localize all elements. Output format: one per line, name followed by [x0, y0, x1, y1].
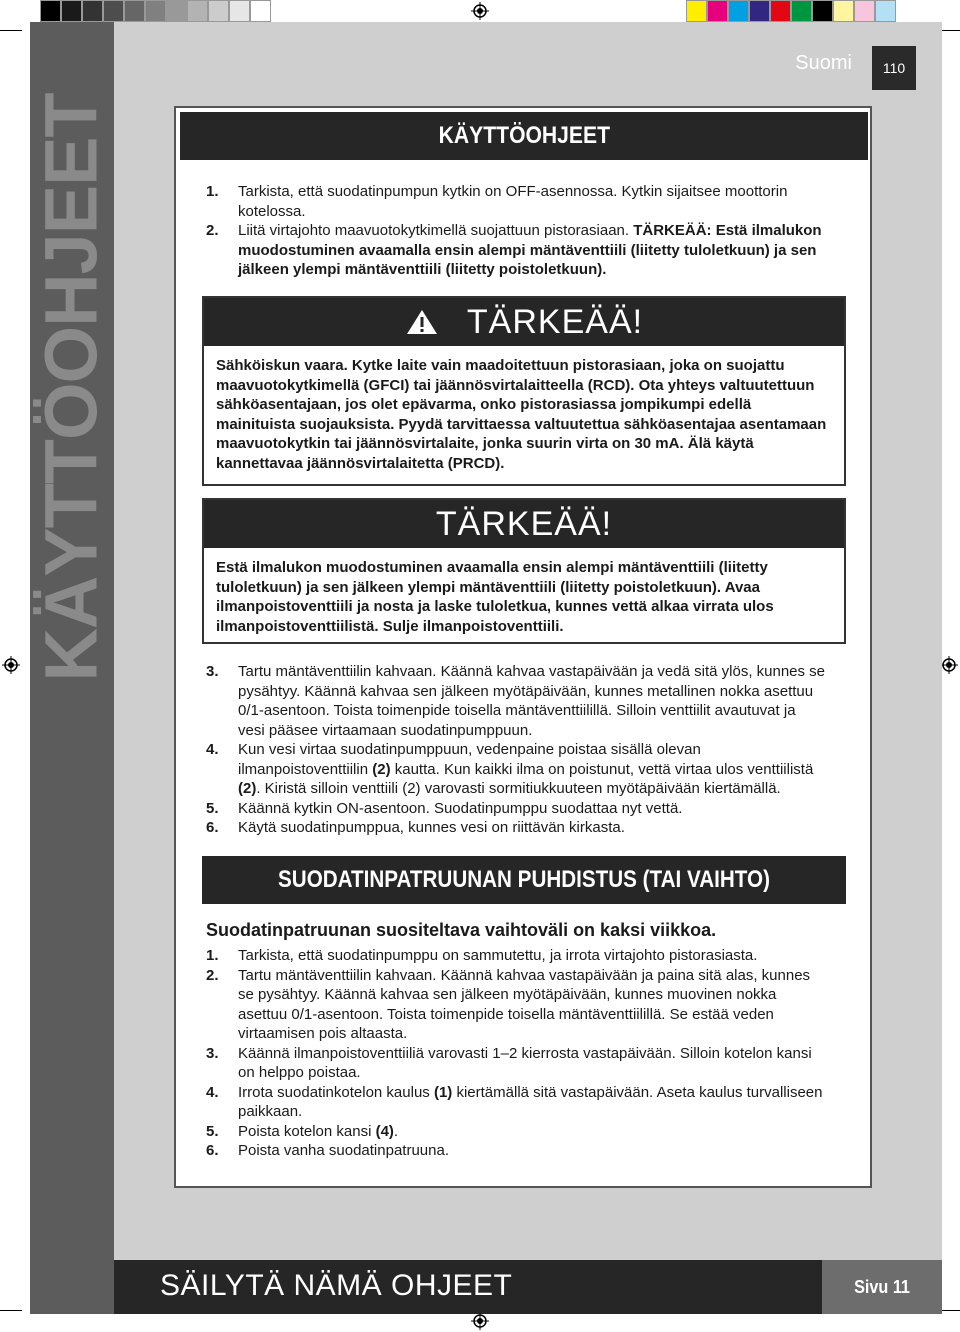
warning-text: Estä ilmalukon muodostuminen avaamalla ensin alempi mäntäventtiili (liitetty tuloletkuun) ja sen jälkeen ylempi mäntäventtiili (liitetty poistoletkuun). Avaa ilmanpoistoventtiili ja nosta ja laske tuloletkua, kunnes vettä alkaa virrata ulos ilmanpoistoventtiilistä. Sulje ilmanpoistoventtiili. [216, 559, 774, 635]
registration-mark-icon [940, 656, 958, 674]
warning-box-airlock [202, 498, 846, 644]
list-item: 2. Tartu mäntäventtiilin kahvaan. Käännä kahvaa vastapäivään ja paina sitä alas, kunnes se pysähtyy. Käännä kahvaa sen jälkeen myötäpäivään, kunnes muovinen nokka asettuu 0/1-asentoon. Toista toimenpide toisella mäntäventtiilillä. Se estää veden virtaamisen pois altaasta. [206, 966, 811, 1042]
page-number: 110 [872, 46, 916, 90]
gray-swatch [250, 0, 271, 22]
instructions-card [174, 106, 872, 1188]
list-item: 3. Tartu mäntäventtiilin kahvaan. Käännä kahvaa vastapäivään ja vedä sitä ylös, kunnes se pysähtyy. Käännä kahvaa sen jälkeen myötäpäivään, kunnes metallinen nokka asettuu 0/1-asentoon. Toista toimenpide toisella mäntäventtiilillä. Silloin venttiilit avautuvat ja vesi pääsee virtaamaan suodatinpumppuun. [206, 663, 826, 739]
color-swatch [749, 0, 770, 22]
list-item: 1. Tarkista, että suodatinpumppu on sammutettu, ja irrota virtajohto pistorasiasta. [206, 947, 758, 964]
gray-swatch [145, 0, 166, 22]
gray-swatch [40, 0, 61, 22]
footer-page-number: Sivu 11 [822, 1260, 942, 1314]
color-swatch [812, 0, 833, 22]
language-label: Suomi [795, 52, 852, 74]
card-title: KÄYTTÖOHJEET [180, 112, 868, 160]
list-item: 6. Poista vanha suodatinpatruuna. [206, 1142, 449, 1159]
steps-list-a [206, 182, 826, 280]
color-swatch [770, 0, 791, 22]
list-item: 4. Irrota suodatinkotelon kaulus (1) kiertämällä sitä vastapäivään. Aseta kaulus turvalliseen paikkaan. [206, 1083, 823, 1120]
gray-swatch [124, 0, 145, 22]
crop-mark [0, 1310, 22, 1311]
color-swatch [833, 0, 854, 22]
list-item: 5. Käännä kytkin ON-asentoon. Suodatinpumppu suodattaa nyt vettä. [206, 799, 683, 817]
color-swatch [686, 0, 707, 22]
steps-list-b [206, 662, 826, 838]
side-title: KÄYTTÖOHJEET [29, 92, 113, 682]
registration-mark-icon [2, 656, 20, 674]
gray-swatch [229, 0, 250, 22]
warning-title: TÄRKEÄÄ! [204, 298, 844, 346]
list-item: 3. Käännä ilmanpoistoventtiiliä varovasti 1–2 kierrosta vastapäivään. Silloin kotelon kansi on helppo poistaa. [206, 1044, 812, 1081]
footer-title: SÄILYTÄ NÄMÄ OHJEET [160, 1269, 513, 1302]
registration-mark-icon [471, 2, 489, 20]
warning-triangle-icon [405, 308, 439, 336]
color-swatch [707, 0, 728, 22]
warning-title: TÄRKEÄÄ! [204, 500, 844, 548]
warning-text: Sähköiskun vaara. Kytke laite vain maadoitettuun pistorasiaan, joka on suojattu maavuotokytkimellä (GFCI) tai jäännösvirtalaitteella (RCD). Ota yhteys valtuutettuun sähköasentajaan, jos olet epävarma, onko pistorasiassa jompikumpi edellä mainituista suojauksista. Pyydä tarvittaessa valtuutettua sähköasentajaa asentamaan maavuotokytkin tai jäännösvirtalaite, jonka suurin virta on 30 mA. Älä käytä kannettavaa jäännösvirtalaitetta (PRCD). [216, 357, 827, 472]
list-item: 5. Poista kotelon kansi (4). [206, 1122, 399, 1140]
gray-swatch [208, 0, 229, 22]
gray-swatch [187, 0, 208, 22]
registration-mark-icon [471, 1312, 489, 1330]
side-column [30, 22, 114, 1314]
section-subtitle: Suodatinpatruunan suositeltava vaihtoväli on kaksi viikkoa. [206, 920, 717, 940]
list-item: 4. Kun vesi virtaa suodatinpumppuun, vedenpaine poistaa sisällä olevan ilmanpoistoventtiilin (2) kautta. Kun kaikki ilma on poistunut, vettä virtaa ulos venttiilistä (2). Kiristä silloin venttiili (2) varovasti sormitiukkuuteen myötäpäivään kiertämällä. [206, 741, 814, 797]
color-swatch [728, 0, 749, 22]
steps-list-c [206, 946, 826, 1161]
gray-swatch [82, 0, 103, 22]
color-swatch [854, 0, 875, 22]
gray-swatch [166, 0, 187, 22]
list-item: 1. Tarkista, että suodatinpumpun kytkin on OFF-asennossa. Kytkin sijaitsee moottorin kotelossa. [206, 183, 788, 220]
color-swatch [875, 0, 896, 22]
gray-swatch-row [40, 0, 271, 22]
warning-box-electric [202, 296, 846, 486]
gray-swatch [103, 0, 124, 22]
color-swatch [791, 0, 812, 22]
crop-mark [0, 30, 22, 31]
list-item: 2. Liitä virtajohto maavuotokytkimellä suojattuun pistorasiaan. TÄRKEÄÄ: Estä ilmalukon muodostuminen avaamalla ensin alempi mäntäventtiili (liitetty tuloletkuun) ja sen jälkeen ylempi mäntäventtiili (liitetty poistoletkuun). [206, 222, 822, 278]
gray-swatch [61, 0, 82, 22]
list-item: 6. Käytä suodatinpumppua, kunnes vesi on riittävän kirkasta. [206, 819, 625, 836]
section-title: SUODATINPATRUUNAN PUHDISTUS (TAI VAIHTO) [202, 856, 846, 904]
color-swatch-row [686, 0, 896, 22]
